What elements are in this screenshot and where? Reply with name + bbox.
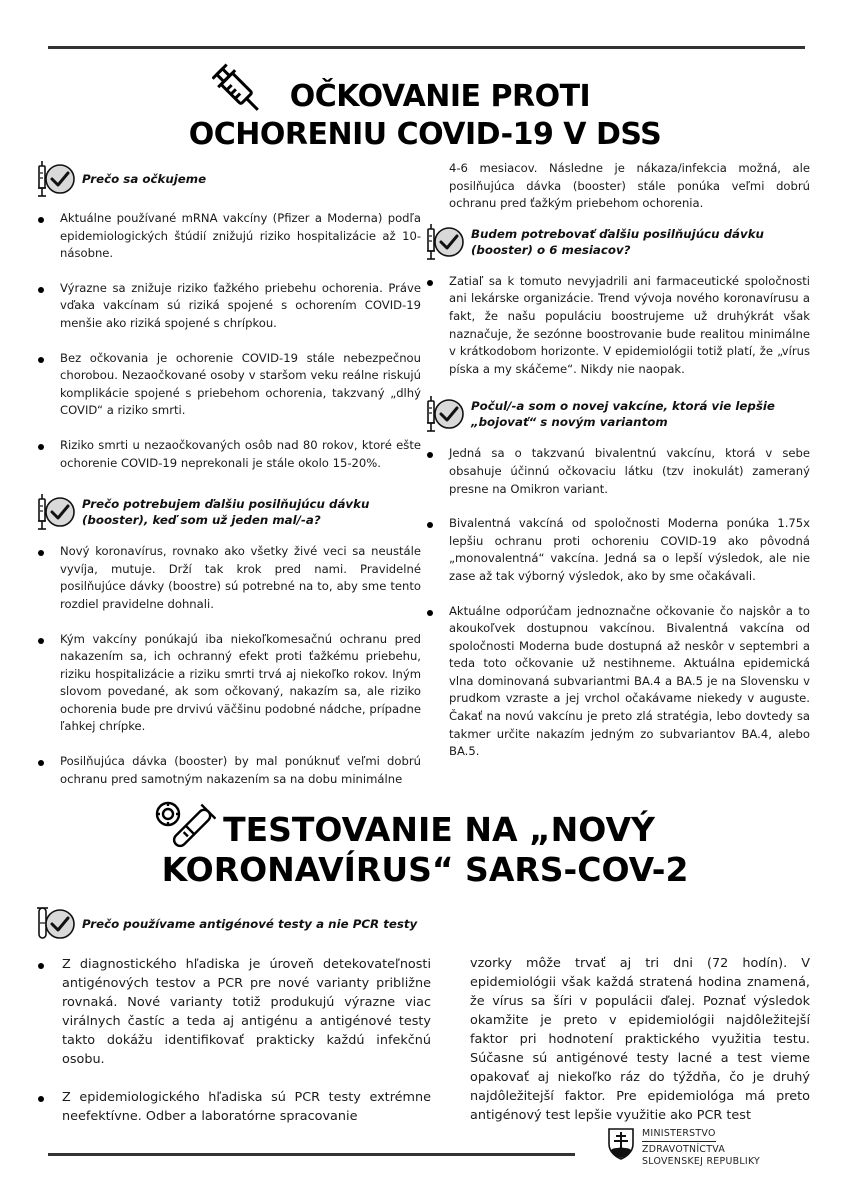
vaccination-title-line2: OCHORENIU COVID-19 V DSS <box>188 117 662 152</box>
list-item: Riziko smrti u nezaočkovaných osôb nad 80 rokov, ktoré ešte ochorenie COVID-19 neprekonali je stále okolo 15-20%. <box>36 437 421 472</box>
list-item: Kým vakcíny ponúkajú iba niekoľkomesačnú ochranu pred nakazením sa, ich ochranný efekt proti ťažkému priebehu, riziku hospitalizácie a riziku smrti trvá aj niekoľko rokov. Iným slovom povedané, ak som očkovaný, nakazím sa, ale riziko ochorenia bude pre drvivú väčšinu podobné nádche, prípadne ľahkej chrípke. <box>36 631 421 737</box>
heading-text: Počul/-a som o novej vakcíne, ktorá vie lepšie „bojovať“ s novým variantom <box>471 399 775 430</box>
vaccination-title-line1: OČKOVANIE PROTI <box>289 79 591 114</box>
continued-paragraph: vzorky môže trvať aj tri dni (72 hodín). V epidemiológii však každá stratená hodina znamená, že vírus sa šíri v populácii ďalej. Poznať výsledok okamžite je preto v epidemiológii najdôležitejší faktor pri hodnotení praktického využitia testu. Súčasne sú antigénové testy lacné a test vieme opakovať aj niekoľko ráz do týždňa, čo je druhý najdôležitejší faktor. Pre epidemiológa má preto antigénový test lepšie využitie ako PCR test <box>470 956 810 1123</box>
syringe-check-icon <box>425 395 465 433</box>
syringe-check-icon <box>36 160 76 198</box>
bullet-list <box>36 543 421 788</box>
vaccination-right-column <box>425 160 810 778</box>
vaccination-title <box>0 78 850 154</box>
ministry-name-line1: MINISTERSTVO <box>642 1128 716 1142</box>
test-tube-check-icon <box>36 905 76 943</box>
slovak-coat-of-arms-icon <box>608 1128 634 1160</box>
list-item: Aktuálne odporúčam jednoznačne očkovanie čo najskôr a to akoukoľvek dostupnou vakcínou. Bivalentná vakcína od spoločnosti Moderna bude dostupná až neskôr v septembri a teda toto očkovanie už nestihneme. Aktuálna epidemická vlna dominovaná subvariantmi BA.4 a BA.5 je na Slovensku v prudkom vzraste a jej vrchol očakávame niekedy v auguste. Čakať na novú vakcínu je preto zlá stratégia, lebo dovtedy sa takmer určite nakazím jedným zo subvariantov BA.4, alebo BA.5. <box>425 603 810 761</box>
bullet-list <box>36 955 431 1126</box>
testing-title <box>0 810 850 890</box>
testing-left-column <box>36 905 431 1145</box>
heading-text: Prečo sa očkujeme <box>82 172 207 186</box>
list-item: Zatiaľ sa k tomuto nevyjadrili ani farmaceutické spoločnosti ani lekárske organizácie. Trend vývoja nového koronavírusu a fakt, že našu populáciu boostrujeme už druhýkrát však naznačuje, že sezónne boostrovanie bude realitou minimálne v krátkodobom horizonte. V epidemiológii totiž platí, že „vírus píska a my skáčeme“. Nikdy nie naopak. <box>425 273 810 379</box>
list-item: Aktuálne používané mRNA vakcíny (Pfizer a Moderna) podľa epidemiologických štúdií znižujú riziko hospitalizácie až 10-násobne. <box>36 210 421 263</box>
section-heading-new-vaccine <box>425 395 810 433</box>
syringe-check-icon <box>36 493 76 531</box>
section-heading-booster-6-months <box>425 223 810 261</box>
top-divider <box>48 46 805 49</box>
list-item: Jedná sa o takzvanú bivalentnú vakcínu, ktorá v sebe obsahuje účinnú očkovaciu látku (tzv inokulát) zameraný presne na Omikron variant. <box>425 445 810 498</box>
list-item: Z epidemiologického hľadiska sú PCR testy extrémne neefektívne. Odber a laboratórne spracovanie <box>36 1088 431 1126</box>
ministry-logo <box>608 1128 760 1168</box>
syringe-check-icon <box>425 223 465 261</box>
heading-text: Prečo používame antigénové testy a nie PCR testy <box>82 917 418 931</box>
testing-title-line1: TESTOVANIE NA „NOVÝ <box>223 810 655 849</box>
bullet-list <box>36 210 421 472</box>
list-item: Z diagnostického hľadiska je úroveň detekovateľnosti antigénových testov a PCR pre nové varianty približne rovnaká. Nové varianty totiž produkujú výrazne viac virálnych častíc a teda aj antigénu a antigénové testy takto dokážu identifikovať prakticky každú infekčnú osobu. <box>36 955 431 1069</box>
ministry-name-line3: SLOVENSKEJ REPUBLIKY <box>642 1156 761 1167</box>
list-item: Bivalentná vakcíná od spoločnosti Moderna ponúka 1.75x lepšiu ochranu proti ochoreniu COVID-19 ako pôvodná „monovalentná“ vakcína. Jedná sa o lepší výsledok, ale nie zase až tak výborný výsledok, ako by sme očakávali. <box>425 515 810 585</box>
ministry-name-line2: ZDRAVOTNÍCTVA <box>642 1144 726 1155</box>
bullet-list <box>425 445 810 761</box>
list-item: Výrazne sa znižuje riziko ťažkého priebehu ochorenia. Práve vďaka vakcínam sú riziká spojené s ochorením COVID-19 menšie ako riziká spojené s chrípkou. <box>36 280 421 333</box>
bottom-divider <box>48 1153 575 1156</box>
continued-paragraph: 4-6 mesiacov. Následne je nákaza/infekcia možná, ale posilňujúca dávka (booster) stále ponúka veľmi dobrú ochranu pred ťažkým priebehom ochorenia. <box>449 161 810 211</box>
testing-title-line2: KORONAVÍRUS“ SARS-COV-2 <box>161 850 689 889</box>
list-item: Bez očkovania je ochorenie COVID-19 stále nebezpečnou chorobou. Nezaočkované osoby v staršom veku reálne riskujú komplikácie spojené s priebehom ochorenia, takzvaný „dlhý COVID“ a riziko smrti. <box>36 350 421 420</box>
list-item: Posilňujúca dávka (booster) by mal ponúknuť veľmi dobrú ochranu pred samotným nakazením sa na dobu minimálne <box>36 753 421 788</box>
heading-text: Budem potrebovať ďalšiu posilňujúcu dávku (booster) o 6 mesiacov? <box>471 226 764 257</box>
vaccination-left-column <box>36 160 421 805</box>
bullet-list <box>425 273 810 379</box>
testing-right-column <box>470 954 810 1125</box>
list-item: Nový koronavírus, rovnako ako všetky živé veci sa neustále vyvíja, mutuje. Drží tak krok pred nami. Pravidelné posilňujúce dávky (boostre) sú potrebné na to, aby sme tento rozdiel pravidelne dohnali. <box>36 543 421 613</box>
section-heading-why-booster <box>36 493 421 531</box>
section-heading-why-vaccinate <box>36 160 421 198</box>
heading-text: Prečo potrebujem ďalšiu posilňujúcu dávku (booster), keď som už jeden mal/-a? <box>82 497 370 528</box>
ministry-name <box>642 1128 760 1168</box>
section-heading-antigen-tests <box>36 905 431 943</box>
